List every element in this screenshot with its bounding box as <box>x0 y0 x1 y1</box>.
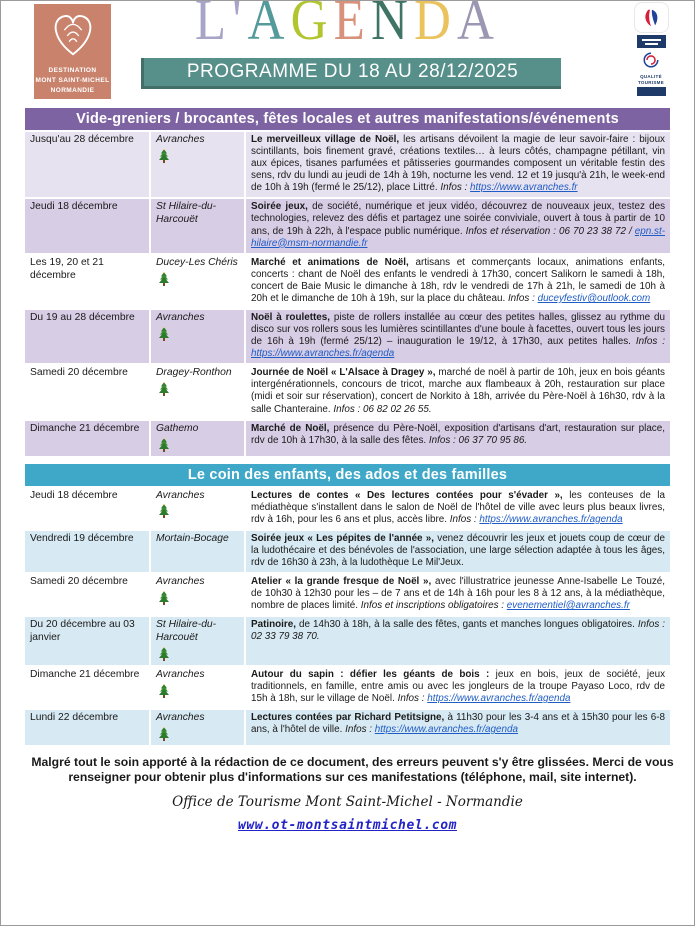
table-row <box>25 572 670 615</box>
section-header: Le coin des enfants, des ados et des familles <box>25 464 670 486</box>
event-link[interactable]: https://www.avranches.fr/agenda <box>427 693 571 705</box>
event-text: Lectures contées par Richard Petitsigne, <box>251 712 448 724</box>
office-signature: Office de Tourisme Mont Saint-Michel - Normandie <box>172 793 523 810</box>
christmas-tree-icon <box>158 382 170 397</box>
event-link[interactable]: https://www.avranches.fr/agenda <box>251 348 395 360</box>
event-text: Infos : <box>440 182 471 194</box>
title-letter: G <box>290 0 334 52</box>
event-description <box>246 574 670 615</box>
table-row <box>25 486 670 529</box>
christmas-tree-icon <box>158 149 170 164</box>
event-link[interactable]: https://www.avranches.fr/agenda <box>374 724 519 736</box>
event-description <box>246 421 670 456</box>
event-location <box>149 199 246 252</box>
event-date: Samedi 20 décembre <box>30 367 128 379</box>
christmas-tree-icon <box>158 591 170 606</box>
event-text: Infos : 06 37 70 95 86. <box>428 434 528 446</box>
event-description <box>246 365 670 418</box>
christmas-tree-icon <box>158 438 170 453</box>
disclaimer-text: Malgré tout le soin apporté à la rédaction de ce document, des erreurs peuvent s'y être glissées. Merci de vous renseigner pour obtenir plus d'informations sur ces manifestations (téléphone, mail, site internet). <box>31 755 674 785</box>
event-description <box>246 488 670 529</box>
event-location-name: Avranches <box>156 712 205 724</box>
qualite-bottom-bar <box>637 87 666 96</box>
event-date: Dimanche 21 décembre <box>30 668 140 680</box>
event-text: Infos : 06 82 02 26 55. <box>333 403 432 415</box>
event-link[interactable]: duceyfestiv@outlook.com <box>537 292 651 304</box>
event-location-name: St Hilaire-du-Harcouët <box>156 201 217 226</box>
agenda-title <box>43 0 653 52</box>
event-text: Infos : <box>397 693 428 705</box>
christmas-tree-icon <box>158 504 170 519</box>
event-text: Noël à roulettes, <box>251 312 334 324</box>
event-text: marché de noël à partir de 10h, jeux en bois géants intergénérationnels, concours de tricot, marche aux flambeaux à 20h, restauration sur place (midi et soir sur réservation), concert de Norkito à 18h, arrivée du Père-Noël à 16h30, rdv à la salle Chanteraine. <box>251 367 665 415</box>
title-letter: A <box>457 0 501 52</box>
event-text: Infos : <box>635 336 665 348</box>
event-text: Infos et inscriptions obligatoires : <box>360 600 507 612</box>
event-description <box>246 667 670 708</box>
logo-line-2: MONT SAINT-MICHEL <box>35 76 110 84</box>
event-description <box>246 617 670 665</box>
event-description <box>246 199 670 252</box>
event-date: Les 19, 20 et 21 décembre <box>30 256 104 281</box>
event-text: avec l'illustratrice jeunesse Anne-Isabelle Le Touzé, de 10h30 à 12h30 pour les – de 7 ans et de 14h à 16h pour les 8 à 12 ans, à la médiathèque, nombre de places limité. <box>251 575 665 612</box>
event-description <box>246 531 670 572</box>
event-text: Patinoire, <box>251 619 299 631</box>
events-table <box>25 464 670 746</box>
event-text: à 11h30 pour les 3-4 ans et à 15h30 pour les 6-8 ans, à l'hôtel de ville. <box>251 712 666 736</box>
event-description <box>246 132 670 197</box>
event-text: présence du Père-Noël, exposition d'artisans d'art, restauration sur place, rdv de 10h à 17h30, à la salle des fêtes. <box>251 422 665 446</box>
christmas-tree-icon <box>158 327 170 342</box>
event-location-name: Avranches <box>156 134 205 145</box>
event-text: de 14h30 à 18h, à la salle des fêtes, gants et manches longues obligatoires. <box>299 619 638 631</box>
section-header: Vide-greniers / brocantes, fêtes locales et autres manifestations/événements <box>25 108 670 130</box>
event-description <box>246 255 670 308</box>
title-letter: A <box>247 0 291 52</box>
document-body <box>1 108 694 834</box>
event-description <box>246 710 670 745</box>
event-date: Du 20 décembre au 03 janvier <box>30 619 135 644</box>
event-location-name: Mortain-Bocage <box>156 532 229 544</box>
event-text: Infos : <box>449 513 480 525</box>
event-date: Jeudi 18 décembre <box>30 489 118 501</box>
event-location <box>149 421 246 456</box>
programme-banner: PROGRAMME DU 18 AU 28/12/2025 <box>141 58 561 89</box>
table-row <box>25 308 670 363</box>
event-location <box>149 667 246 708</box>
event-location <box>149 310 246 363</box>
event-date: Du 19 au 28 décembre <box>30 312 135 324</box>
events-table <box>25 108 670 456</box>
event-location <box>149 365 246 418</box>
partner-logos <box>631 3 671 96</box>
christmas-tree-icon <box>158 647 170 662</box>
website-link[interactable]: www.ot-montsaintmichel.com <box>237 817 458 833</box>
event-location <box>149 255 246 308</box>
event-text: Infos : <box>345 724 375 736</box>
event-location-name: Avranches <box>156 668 205 680</box>
title-letter: N <box>371 0 415 52</box>
logo-line-3: NORMANDIE <box>50 86 95 94</box>
event-link[interactable]: https://www.avranches.fr/agenda <box>479 513 623 525</box>
event-text: Infos : 02 33 79 38 70. <box>251 619 665 643</box>
qualite-label: QUALITÉ <box>640 74 662 79</box>
logo-line-1: DESTINATION <box>48 67 97 74</box>
event-location <box>149 617 246 665</box>
tourisme-label: TOURISME <box>637 79 665 85</box>
event-date: Jeudi 18 décembre <box>30 201 118 213</box>
title-letter: L <box>194 0 233 52</box>
event-text: Soirée jeux, <box>251 201 313 213</box>
title-letter: D <box>414 0 458 52</box>
event-location-name: Avranches <box>156 489 205 501</box>
christmas-tree-icon <box>158 727 170 742</box>
event-date: Dimanche 21 décembre <box>30 422 140 434</box>
event-description <box>246 310 670 363</box>
event-text: piste de rollers installée au cœur des petites halles, glissez au rythme du disco sur vos rollers sous les lumières scintillantes d'une boule à facettes, ouvert tous les jours de 16h à 19h (fermé 25/12) – inauguration le 19/12, à 17h30, aux petites halles. <box>251 312 665 348</box>
normandie-bird-logo <box>635 3 668 32</box>
event-location-name: Avranches <box>156 575 205 587</box>
event-location-name: Ducey-Les Chéris <box>156 256 238 268</box>
event-location <box>149 132 246 197</box>
event-text: Marché et animations de Noël, <box>251 256 416 268</box>
document-footer <box>25 755 674 834</box>
event-location-name: Avranches <box>156 312 205 324</box>
table-row <box>25 419 670 456</box>
title-letter: E <box>333 0 372 52</box>
event-text: Autour du sapin : défier les géants de bois : <box>251 668 496 680</box>
event-link[interactable]: evenementiel@avranches.fr <box>506 600 630 612</box>
christmas-tree-icon <box>158 272 170 287</box>
table-row <box>25 253 670 308</box>
event-text: Le merveilleux village de Noël, <box>251 134 404 145</box>
event-text: venez découvrir les jeux et jouets coup de cœur de la ludothécaire et des bénévoles de l'association, une large sélection adaptée à tous les âges, rdv de 16h30 à 23h, à la ludothèque Le Mil'Jeux. <box>251 532 666 568</box>
event-text: Lectures de contes « Des lectures contées pour s'évader », <box>251 489 570 501</box>
event-location <box>149 574 246 615</box>
red-blue-bird-icon <box>640 7 662 29</box>
table-row <box>25 708 670 745</box>
event-text: les conteuses de la médiathèque s'installent dans le salon de Noël de l'hôtel de ville avec leurs plus beaux livres, rdv à 16h, pour les 6 ans et plus, accès libre. <box>251 489 665 525</box>
event-text: Infos : <box>507 292 538 304</box>
event-date: Jusqu'au 28 décembre <box>30 134 134 145</box>
table-row <box>25 363 670 418</box>
table-row <box>25 615 670 665</box>
engagement-badge <box>637 35 666 48</box>
event-location <box>149 531 246 572</box>
event-link[interactable]: https://www.avranches.fr <box>470 182 578 194</box>
event-location-name: St Hilaire-du-Harcouët <box>156 619 217 644</box>
event-date: Vendredi 19 décembre <box>30 532 134 544</box>
event-link[interactable]: epn.st-hilaire@msm-normandie.fr <box>251 225 665 249</box>
event-text: jeux en bois, jeux de société, jeux traditionnels, en famille, entre amis ou avec les jongleurs de la troupe Payaso Loco, rdv de 15h à 18h, sur le village de Noël. <box>251 668 666 705</box>
title-letter: ' <box>232 0 248 52</box>
event-text: les artisans dévoilent la magie de leur savoir-faire : bijoux scintillants, bois finement gravé, créations textiles… à leurs côtés, champagne pétillant, vin aux épices, tisanes parfumées et pâtisseries gourmandes composent un véritable festin des sens, rdv du lundi au jeudi de 14h à 19h, nocturne les vend. 12 et 19 jusqu'à 21h, le week-end de 10h à 19h (fermé le 25/12), place Littré. <box>251 134 665 194</box>
table-row <box>25 130 670 197</box>
table-row <box>25 665 670 708</box>
table-row <box>25 197 670 252</box>
table-row <box>25 529 670 572</box>
event-location-name: Gathemo <box>156 422 199 434</box>
event-location <box>149 710 246 745</box>
document-header <box>1 1 694 100</box>
event-text: Infos et réservation : 06 70 23 38 72 / <box>465 225 635 237</box>
event-text: Journée de Noël « L'Alsace à Dragey », <box>251 367 439 379</box>
event-text: Marché de Noël, <box>251 422 334 434</box>
qualite-tourisme-logo <box>637 51 666 96</box>
event-text: de société, numérique et jeux vidéo, découvrez de nouveaux jeux, testez des technologies, relevez des défis et partagez une soirée conviviale, ouvert à tous à partir de 10 ans, de 19h à 22h, à l'espace public numérique. <box>251 201 666 237</box>
event-text: Soirée jeux « Les pépites de l'année », <box>251 532 438 544</box>
event-text: artisans et commerçants locaux, animations enfants, concerts : chant de Noël des enfants le vendredi à 17h30, concert Salikorn le samedi à 18h, concert de Baie Music le dimanche à 18h, rdv le vendredi de 17h à 21h, le samedi de 10h à 20h et le dimanche de 10h à 19h, sur la place du château. <box>251 256 665 304</box>
qualite-tourisme-circle-icon <box>641 51 661 69</box>
event-location-name: Dragey-Ronthon <box>156 367 232 379</box>
event-location <box>149 488 246 529</box>
event-date: Samedi 20 décembre <box>30 575 128 587</box>
event-date: Lundi 22 décembre <box>30 712 119 724</box>
christmas-tree-icon <box>158 684 170 699</box>
event-text: Atelier « la grande fresque de Noël », <box>251 575 435 587</box>
